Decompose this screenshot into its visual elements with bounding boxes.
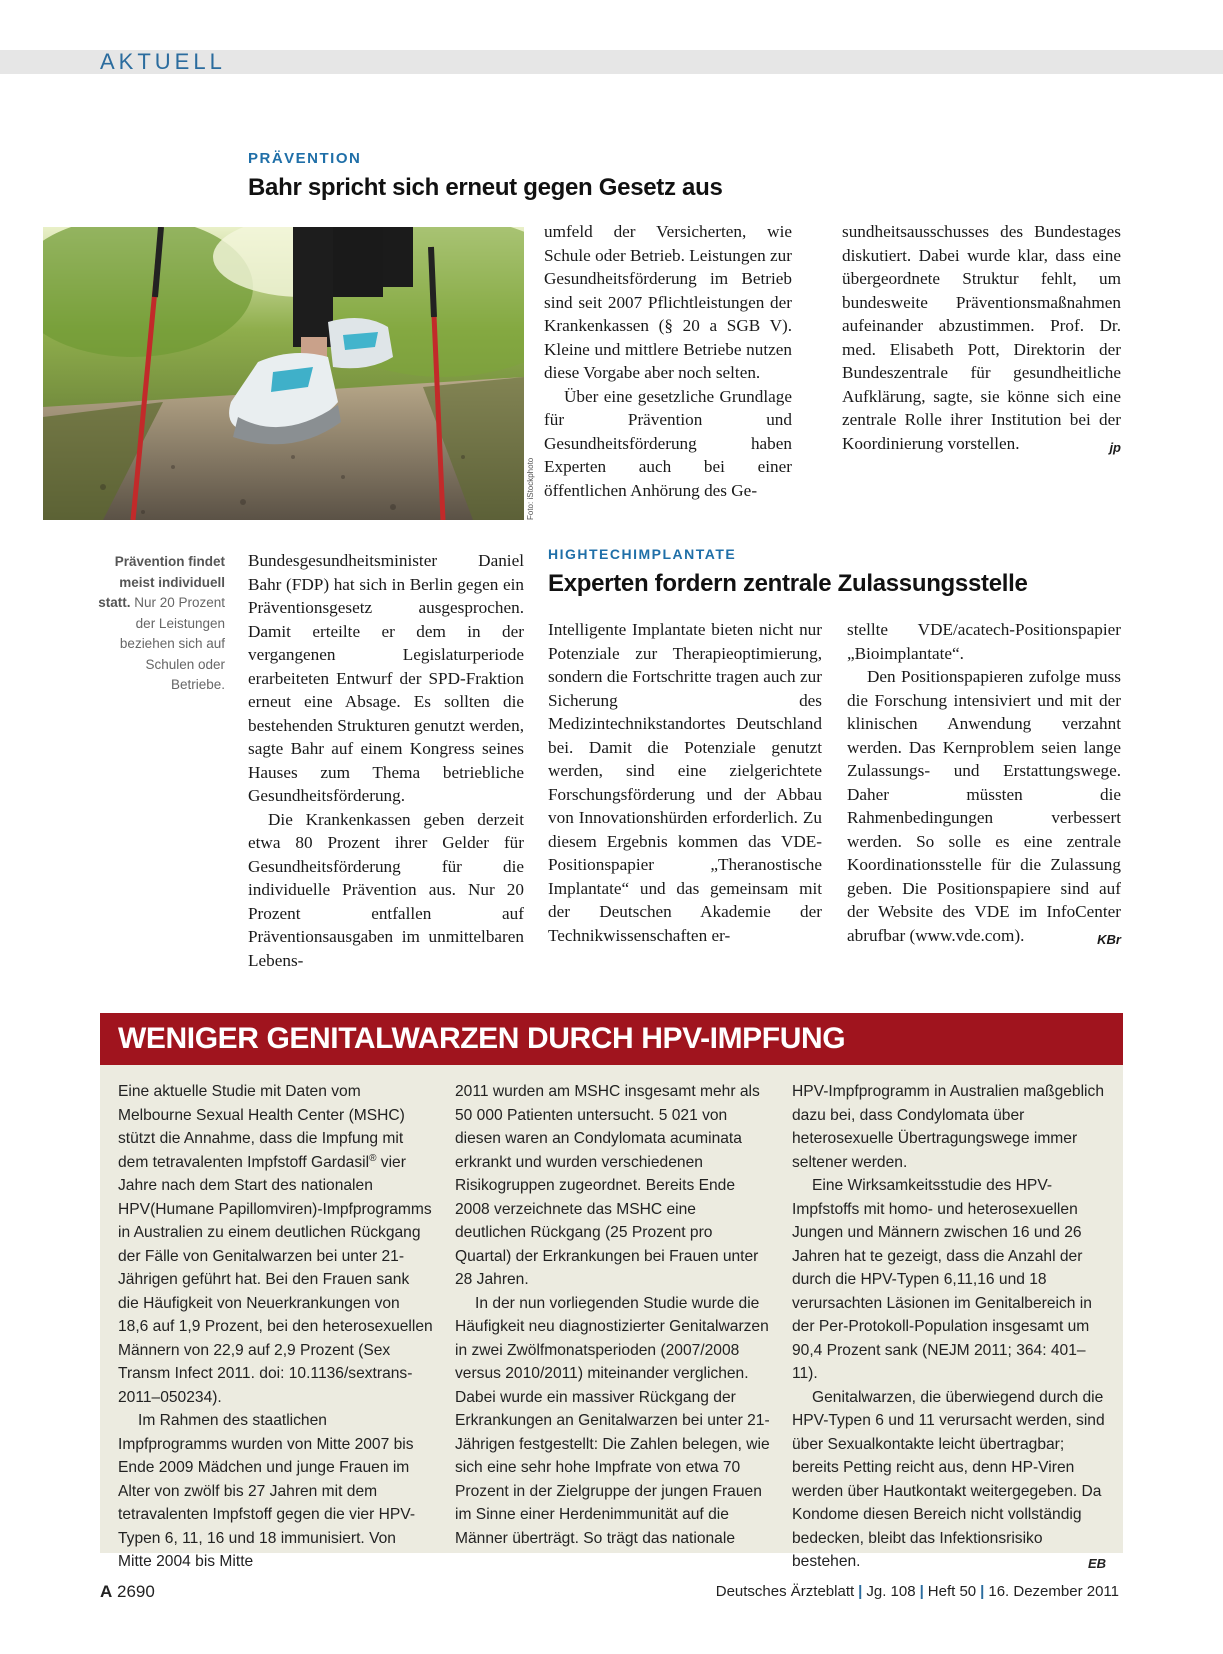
article1-col2-paragraph-2: Über eine gesetzliche Grundlage für Prävention und Gesundheitsförderung haben Experten auch bei einer öffentlichen Anhörung des Ge- <box>544 386 792 500</box>
box-col1-paragraph-1: Eine aktuelle Studie mit Daten vom Melbourne Sexual Health Center (MSHC) stützt die Annahme, dass die Impfung mit dem tetravalenten Impfstoff Gardasil® vier Jahre nach dem Start des nationalen HPV(Humane Papillomviren)-Impfprogramms in Australien zu einem deutlichen Rückgang der Fälle von Genitalwarzen bei unter 21-Jährigen geführt hat. Bei den Frauen sank die Häufigkeit von Neuerkrankungen von 18,6 auf 1,9 Prozent, bei den heterosexuellen Männern von 22,9 auf 2,9 Prozent (Sex Transm Infect 2011. doi: 10.1136/sextrans-2011–050234). <box>118 1083 433 1406</box>
article2-headline: Experten fordern zentrale Zulassungsstelle <box>548 570 1028 597</box>
article1-headline: Bahr spricht sich erneut gegen Gesetz aus <box>248 174 723 201</box>
article1-col1-paragraph-1: Bundesgesundheitsminister Daniel Bahr (FDP) hat sich in Berlin gegen ein Präventionsgesetz ausgesprochen. Damit erteilte er dem in der vergangenen Legislaturperiode erarbeiteten Entwurf der SPD-Fraktion erneut eine Absage. Es sollten die bestehenden Strukturen genutzt werden, sagte Bahr auf einem Kongress seines Hauses zum Thema betriebliche Gesundheitsförderung. <box>248 551 524 805</box>
article1-col2-paragraph-1: umfeld der Versicherten, wie Schule oder Betrieb. Leistungen zur Gesundheitsförderung im Betrieb sind seit 2007 Pflichtleistungen der Krankenkassen (§ 20 a SGB V). Kleine und mittlere Betriebe nutzen diese Vorgabe aber noch selten. <box>544 222 792 382</box>
box-column-2 <box>455 1080 771 1550</box>
article1-column-2 <box>544 220 792 502</box>
journal-issue: Heft 50 <box>927 1583 977 1600</box>
box-col1-paragraph-2: Im Rahmen des staatlichen Impfprogramms wurden von Mitte 2007 bis Ende 2009 Mädchen und junge Frauen im Alter von zwölf bis 27 Jahren mit dem tetravalenten Impfstoff gegen die vier HPV-Typen 6, 11, 16 und 18 immunisiert. Von Mitte 2004 bis Mitte <box>118 1412 416 1570</box>
box-col2-paragraph-1: 2011 wurden am MSHC insgesamt mehr als 50 000 Patienten untersucht. 5 021 von diesen waren an Condylomata acuminata erkrankt und wurden verschiedenen Risikogruppen zugeordnet. Bereits Ende 2008 verzeichnete das MSHC eine deutlichen Rückgang (25 Prozent pro Quartal) der Erkrankungen bei Frauen unter 28 Jahren. <box>455 1083 760 1288</box>
page-number: A 2690 <box>100 1582 155 1601</box>
article1-signature: jp <box>1109 439 1121 455</box>
journal-volume: Jg. 108 <box>866 1583 916 1600</box>
section-label: AKTUELL <box>100 49 226 74</box>
article2-col2-paragraph-2: Den Positionspapieren zufolge muss die Forschung intensiviert und mit der klinischen Anwendung verzahnt werden. Das Kernproblem seien lange Zulassungs- und Erstattungswege. Daher müssten die Rahmenbedingungen verbessert werden. So solle es eine zentrale Koordinationsstelle für die Zulassung geben. Die Positionspapiere sind auf der Website des VDE im InfoCenter abrufbar (www.vde.com). KBr <box>847 665 1121 947</box>
article1-column-1 <box>248 549 524 972</box>
box-column-3 <box>792 1080 1106 1576</box>
box-column-1 <box>118 1080 434 1574</box>
box-signature: EB <box>1087 1556 1106 1571</box>
journal-date: 16. Dezember 2011 <box>988 1583 1119 1600</box>
article2-column-2 <box>847 618 1121 951</box>
article2-column-1 <box>548 618 822 947</box>
article2-col2-paragraph-1: stellte VDE/acatech-Positionspapier „Bioimplantate“. <box>847 620 1121 663</box>
article1-col3-paragraph-1: sundheitsausschusses des Bundestages diskutiert. Dabei wurde klar, dass eine übergeordnete Struktur fehlt, um bundesweite Präventionsmaßnahmen aufeinander abzustimmen. Prof. Dr. med. Elisabeth Pott, Direktorin der Bundeszentrale für gesundheitliche Aufklärung, sagte, sie könne sich eine zentrale Rolle ihrer Institution bei der Koordinierung vorstellen. jp <box>842 220 1121 455</box>
hpv-box-title: WENIGER GENITALWARZEN DURCH HPV-IMPFUNG <box>118 1022 846 1055</box>
article1-column-3 <box>842 220 1121 459</box>
box-col3-paragraph-3: Genitalwarzen, die überwiegend durch die HPV-Typen 6 und 11 verursacht werden, sind über Sexualkontakte leicht übertragbar; bereits Petting reicht aus, denn HP-Viren werden über Hautkontakt weitergegeben. Da Kondome diesen Bereich nicht vollständig bedecken, bleibt das Infektionsrisiko bestehen. EB <box>792 1386 1106 1574</box>
article1-col1-paragraph-2: Die Krankenkassen geben derzeit etwa 80 Prozent ihrer Gelder für Gesundheitsförderung für die individuelle Prävention aus. Nur 20 Prozent entfallen auf Präventionsausgaben im unmittelbaren Lebens- <box>248 809 524 970</box>
caption-bold: Prävention findet meist individuell statt. <box>98 554 225 610</box>
photo-credit: Foto: iStockphoto <box>526 457 535 520</box>
box-col3-paragraph-2: Eine Wirksamkeitsstudie des HPV-Impfstoffs mit homo- und heterosexuellen Jungen und Männern zwischen 16 und 26 Jahren hat te gezeigt, dass die Anzahl der durch die HPV-Typen 6,11,16 und 18 verursachten Läsionen im Genitalbereich in der Per-Protokoll-Population insgesamt um 90,4 Prozent sank (NEJM 2011; 364: 401–11). <box>792 1177 1092 1382</box>
article2-col1-paragraph-1: Intelligente Implantate bieten nicht nur Potenziale zur Therapieoptimierung, sondern die Fortschritte tragen auch zur Sicherung des Medizintechnikstandortes Deutschland bei. Damit die Potenziale genutzt werden, sind eine zielgerichtete Forschungsförderung und der Abbau von Innovationshürden erforderlich. Zu diesem Ergebnis kommen das VDE-Positionspapier „Theranostische Implantate“ und das gemeinsam mit der Deutschen Akademie der Technikwissenschaften er- <box>548 620 822 945</box>
nordic-walking-photo <box>43 227 524 520</box>
journal-name: Deutsches Ärzteblatt <box>715 1583 855 1600</box>
photo-caption <box>95 552 225 696</box>
article1-kicker: PRÄVENTION <box>248 150 362 167</box>
box-col3-paragraph-1: HPV-Impfprogramm in Australien maßgeblich dazu bei, dass Condylomata über heterosexuelle Übertragungswege immer seltener werden. <box>792 1083 1104 1171</box>
journal-info: Deutsches Ärzteblatt | Jg. 108 | Heft 50 | 16. Dezember 2011 <box>715 1583 1119 1600</box>
caption-text: Nur 20 Prozent der Leistungen beziehen sich auf Schulen oder Betriebe. <box>119 595 225 692</box>
article2-signature: KBr <box>1097 931 1121 947</box>
box-col2-paragraph-2: In der nun vorliegenden Studie wurde die Häufigkeit neu diagnostizierter Genitalwarzen in zwei Zwölfmonatsperioden (2007/2008 versus 2010/2011) miteinander verglichen. Dabei wurde ein massiver Rückgang der Erkrankungen an Genitalwarzen bei unter 21-Jährigen festgestellt: Die Zahlen belegen, wie sich eine sehr hohe Impfrate von etwa 70 Prozent in der Zielgruppe der jungen Frauen im Sinne einer Herdenimmunität auf die Männer überträgt. So trägt das nationale <box>455 1294 770 1547</box>
article2-kicker: HIGHTECHIMPLANTATE <box>548 546 737 562</box>
